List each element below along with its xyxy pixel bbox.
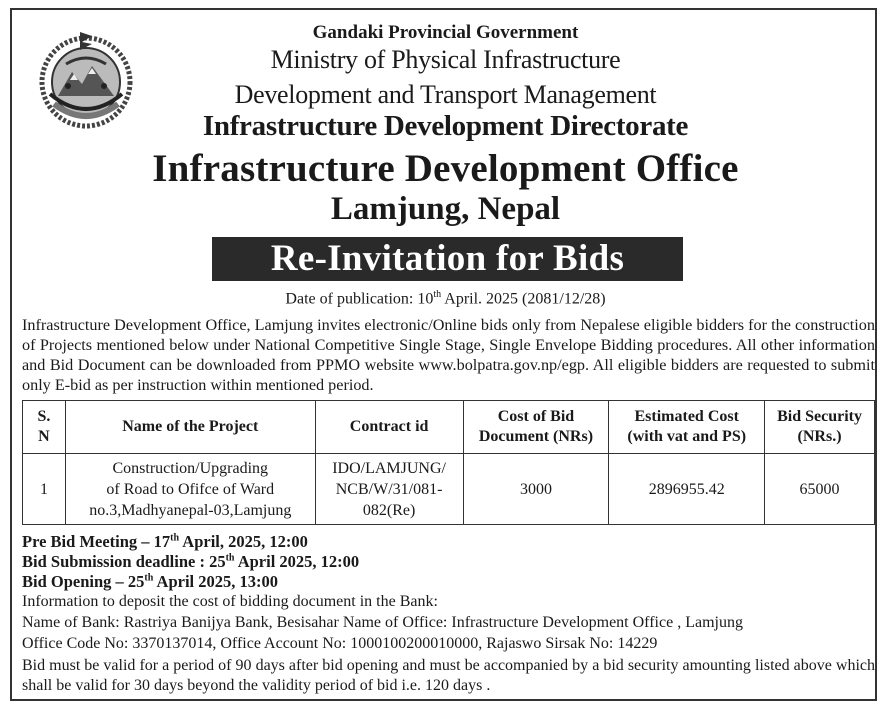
header-estimate: Estimated Cost (with vat and PS) (609, 401, 765, 454)
table-header-row (23, 401, 875, 454)
bid-opening: Bid Opening – 25th April 2025, 13:00 (22, 572, 278, 591)
header-cost: Cost of Bid Document (NRs) (463, 401, 609, 454)
bid-submission-deadline: Bid Submission deadline : 25th April 2025, 12:00 (22, 552, 360, 571)
table-row (23, 454, 875, 525)
bank-info-codes: Office Code No: 3370137014, Office Account No: 1000100200010000, Rajaswo Sirsak No: 14229 (22, 635, 658, 652)
bank-info-heading: Information to deposit the cost of bidding document in the Bank: (22, 593, 438, 610)
header-sn: S. N (23, 401, 66, 454)
cell-sn: 1 (23, 454, 66, 525)
ministry-line-1: Ministry of Physical Infrastructure (270, 45, 621, 74)
cell-cost: 3000 (463, 454, 609, 525)
directorate-name: Infrastructure Development Directorate (202, 110, 689, 142)
government-name: Gandaki Provincial Government (312, 22, 579, 43)
pre-bid-meeting: Pre Bid Meeting – 17th April, 2025, 12:00 (22, 532, 308, 551)
cell-project: Construction/Upgrading of Road to Ofifce of Ward no.3,Madhyanepal-03,Lamjung (65, 454, 315, 525)
bank-info-name: Name of Bank: Rastriya Banijya Bank, Besisahar Name of Office: Infrastructure Development Office , Lamjung (22, 614, 743, 631)
ministry-line-2: Development and Transport Management (234, 80, 657, 109)
header-security: Bid Security (NRs.) (765, 401, 875, 454)
publication-date: Date of publication: 10th April. 2025 (2081/12/28) (285, 289, 606, 308)
header-contract: Contract id (315, 401, 463, 454)
bid-table (22, 400, 875, 525)
office-name: Infrastructure Development Office (152, 147, 739, 190)
office-location: Lamjung, Nepal (330, 191, 561, 227)
cell-contract: IDO/LAMJUNG/ NCB/W/31/081- 082(Re) (315, 454, 463, 525)
notice-title-banner: Re-Invitation for Bids (212, 237, 683, 281)
intro-paragraph: Infrastructure Development Office, Lamjung invites electronic/Online bids only from Nepalese eligible bidders for the construction of Projects mentioned below under National Competitive Single Stage, Single Envelope Bidding procedures. All other information and Bid Document can be downloaded from PPMO website www.bolpatra.gov.np/egp. All eligible bidders are requested to submit only E-bid as per instruction within mentioned period. (22, 316, 875, 394)
cell-estimate: 2896955.42 (609, 454, 765, 525)
validity-paragraph: Bid must be valid for a period of 90 days after bid opening and must be accompanied by a bid security amounting listed above which shall be valid for 30 days beyond the validity period of bid i.e. 120 days . (22, 657, 875, 694)
header-project: Name of the Project (65, 401, 315, 454)
cell-security: 65000 (765, 454, 875, 525)
